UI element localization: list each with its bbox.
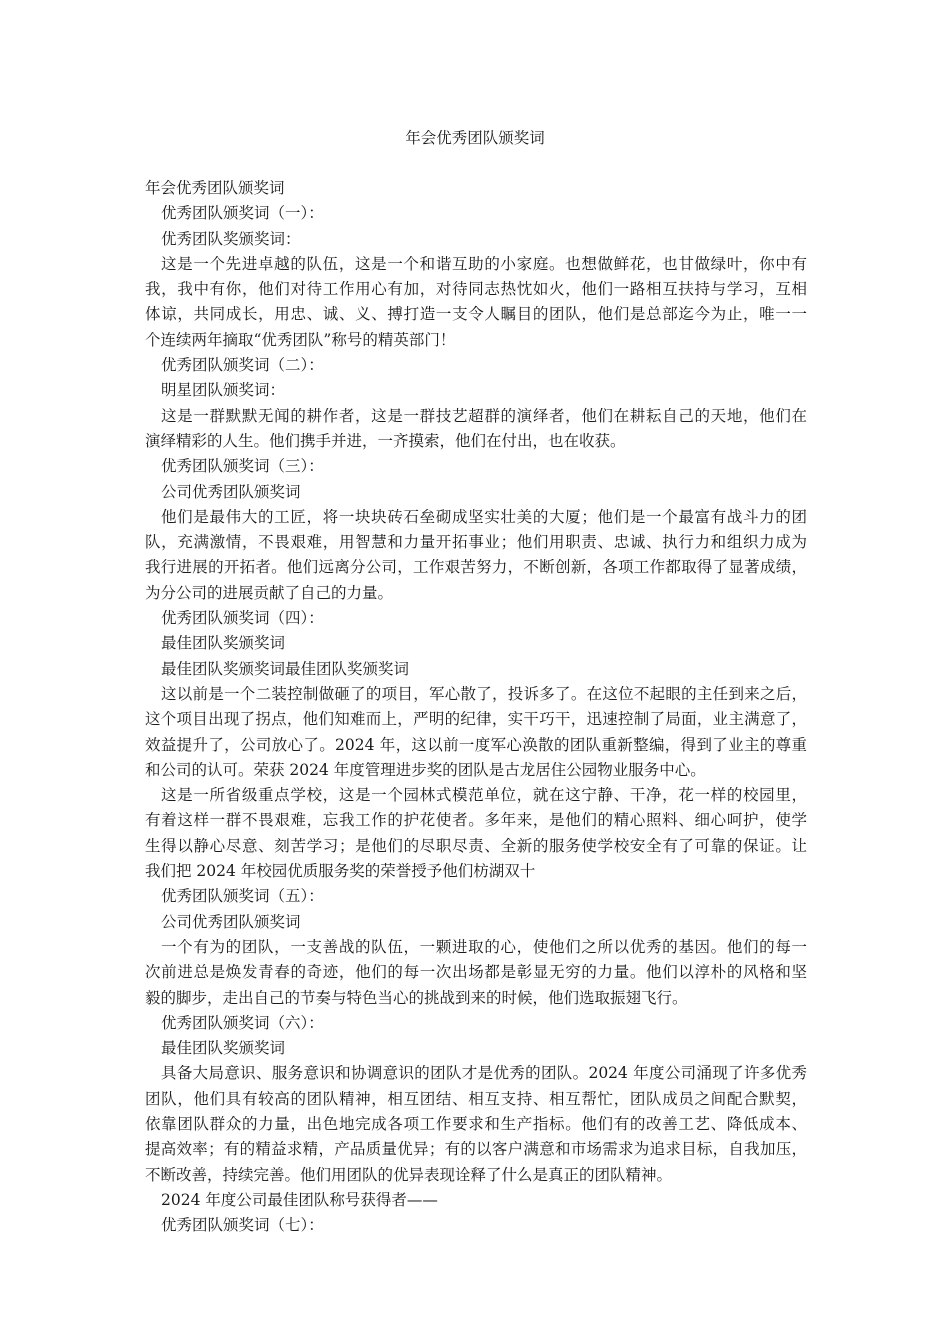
text-line: 优秀团队颁奖词（三）：: [161, 457, 324, 476]
text-line: 这是一群默默无闻的耕作者，这是一群技艺超群的演绎者，他们在耕耘自己的天地，他们在: [161, 406, 807, 425]
text-line: 团队，他们具有较高的团队精神，相互团结、相互支持、相互帮忙，团队成员之间配合默契，: [145, 1089, 807, 1108]
text-line: 优秀团队颁奖词（四）：: [161, 609, 324, 628]
text-line: 优秀团队颁奖词（七）：: [161, 1216, 324, 1235]
text-line: 生得以静心尽意、刻苦学习；是他们的尽职尽责、全新的服务使学校安全有了可靠的保证。让: [145, 836, 807, 855]
text-line: 和公司的认可。荣获 2024 年度管理进步奖的团队是古龙居住公园物业服务中心。: [145, 760, 706, 779]
text-line: 公司优秀团队颁奖词: [161, 912, 301, 931]
text-line: 有着这样一群不畏艰难，忘我工作的护花使者。多年来，是他们的精心照料、细心呵护，使学: [145, 811, 807, 830]
text-line: 为分公司的进展贡献了自己的力量。: [145, 583, 394, 602]
text-line: 我行进展的开拓者。他们远离分公司，工作艰苦努力，不断创新，各项工作都取得了显著成绩，: [145, 558, 807, 577]
text-line: 优秀团队奖颁奖词：: [161, 229, 301, 248]
text-line: 2024 年度公司最佳团队称号获得者——: [161, 1190, 438, 1209]
text-line: 优秀团队颁奖词（六）：: [161, 1013, 324, 1032]
text-line: 我们把 2024 年校园优质服务奖的荣誉授予他们枋湖双十: [145, 862, 536, 881]
text-line: 队，充满激情，不畏艰难，用智慧和力量开拓事业；他们用职责、忠诚、执行力和组织力成为: [145, 533, 807, 552]
text-line: 明星团队颁奖词：: [161, 381, 286, 400]
text-line: 优秀团队颁奖词（二）：: [161, 356, 324, 375]
text-line: 不断改善，持续完善。他们用团队的优异表现诠释了什么是真正的团队精神。: [145, 1165, 673, 1184]
text-line: 优秀团队颁奖词（一）：: [161, 204, 324, 223]
text-line: 年会优秀团队颁奖词: [145, 179, 285, 197]
text-line: 次前进总是焕发青春的奇迹，他们的每一次出场都是彰显无穷的力量。他们以淳朴的风格和坚: [145, 963, 807, 982]
text-line: 毅的脚步，走出自己的节奏与特色当心的挑战到来的时候，他们选取振翅飞行。: [145, 988, 688, 1007]
text-line: 这以前是一个二装控制做砸了的项目，军心散了，投诉多了。在这位不起眼的主任到来之后，: [161, 684, 807, 703]
text-line: 个连续两年摘取“优秀团队”称号的精英部门！: [145, 330, 456, 349]
text-line: 最佳团队奖颁奖词: [161, 634, 286, 653]
text-line: 提高效率；有的精益求精，产品质量优异；有的以客户满意和市场需求为追求目标，自我加压，: [145, 1140, 807, 1159]
text-line: 效益提升了，公司放心了。2024 年，这以前一度军心涣散的团队重新整编，得到了业主的尊重: [145, 735, 807, 754]
text-line: 体谅，共同成长，用忠、诚、义、搏打造一支令人瞩目的团队，他们是总部迄今为止，唯一一: [145, 305, 807, 324]
text-line: 依靠团队群众的力量，出色地完成各项工作要求和生产指标。他们有的改善工艺、降低成本、: [145, 1114, 807, 1133]
text-line: 这是一个先进卓越的队伍，这是一个和谐互助的小家庭。也想做鲜花，也甘做绿叶，你中有: [161, 254, 807, 273]
text-line: 演绎精彩的人生。他们携手并进，一齐摸索，他们在付出，也在收获。: [145, 431, 626, 450]
document-body: [145, 176, 807, 1238]
text-line: 我，我中有你，他们对待工作用心有加，对待同志热忱如火，他们一路相互扶持与学习，互相: [145, 280, 807, 299]
text-line: 具备大局意识、服务意识和协调意识的团队才是优秀的团队。2024 年度公司涌现了许多优秀: [161, 1064, 807, 1083]
text-line: 这是一所省级重点学校，这是一个园林式模范单位，就在这宁静、干净，花一样的校园里，: [161, 786, 807, 805]
text-line: 最佳团队奖颁奖词: [161, 1039, 286, 1058]
text-line: 优秀团队颁奖词（五）：: [161, 887, 324, 906]
text-line: 他们是最伟大的工匠，将一块块砖石垒砌成坚实壮美的大厦；他们是一个最富有战斗力的团: [161, 507, 807, 526]
text-line: 这个项目出现了拐点，他们知难而上，严明的纪律，实干巧干，迅速控制了局面，业主满意了，: [145, 710, 807, 729]
text-line: 最佳团队奖颁奖词最佳团队奖颁奖词: [161, 659, 410, 678]
text-line: 公司优秀团队颁奖词: [161, 482, 301, 501]
text-line: 一个有为的团队，一支善战的队伍，一颗进取的心，使他们之所以优秀的基因。他们的每一: [161, 937, 807, 956]
document-title: 年会优秀团队颁奖词: [405, 129, 545, 147]
